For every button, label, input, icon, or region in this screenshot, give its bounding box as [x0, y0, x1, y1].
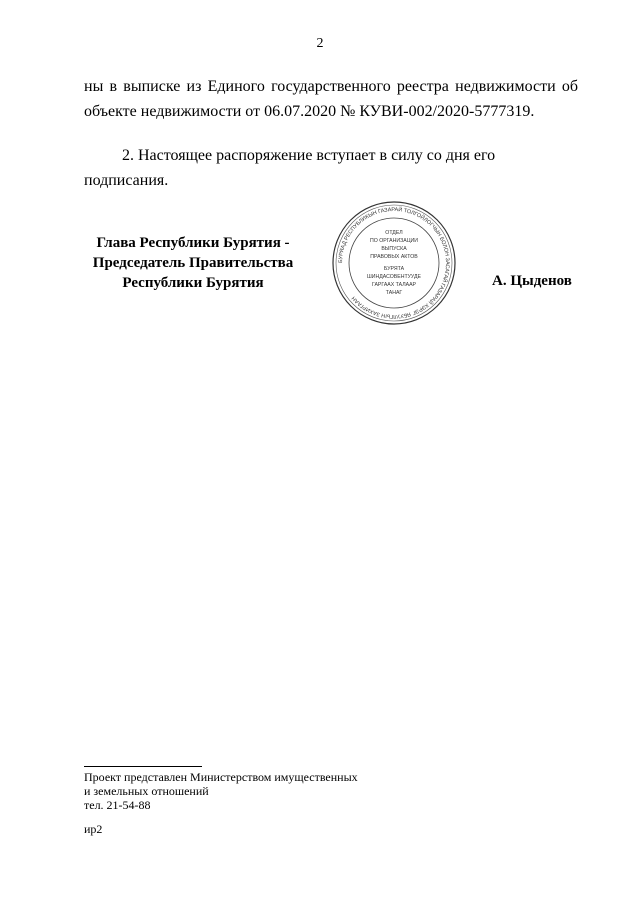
footnote [84, 770, 358, 812]
paragraph-1-line-1: ны в выписке из Единого государственного реестра недвижимости об [84, 78, 578, 95]
signer-title [82, 233, 304, 293]
seal-center-line: ПО ОРГАНИЗАЦИИ [370, 238, 418, 244]
paragraph-1-line-2: объекте недвижимости от 06.07.2020 № КУВИ-002/2020-5777319. [84, 103, 535, 120]
seal-center-line: ШИНДАСОВЕНТУУДЕ [367, 274, 421, 280]
seal-center-line: ГАРГААХ ТАЛААР [371, 282, 417, 288]
page-number: 2 [316, 36, 324, 51]
seal-center-line: БУРЯТА [383, 266, 405, 272]
footnote-divider [84, 766, 202, 767]
seal-center-line: ВЫПУСКА [381, 246, 407, 252]
seal-center-line: ТАНАГ [385, 290, 403, 296]
seal-ring-text [338, 205, 450, 319]
signer-title-line: Председатель Правительства [92, 255, 294, 271]
signer-title-line: Глава Республики Бурятия - [96, 235, 290, 251]
footnote-line: и земельных отношений [84, 784, 209, 798]
footnote-line: Проект представлен Министерством имущественных [84, 770, 358, 784]
official-seal [331, 200, 457, 326]
seal-center-line: ПРАВОВЫХ АКТОВ [370, 254, 418, 260]
seal-center-line: ОТДЕЛ [385, 230, 403, 236]
paragraph-2: 2. Настоящее распоряжение вступает в силу со дня его подписания. [84, 147, 496, 189]
signer-name: А. Цыденов [492, 273, 572, 289]
seal-ring-textpath: БУРЯАД РЕСПУБЛИКЫН ГАЗАРАЙ ТОЛГОЙЛОГЧЫН БОЛОН ЗАСАГАЙ ГАЗАРАЙ ХЭРЭГ ЯБУУЛГЫН ЗАХИРГААН [337, 206, 451, 320]
signer-title-line: Республики Бурятия [122, 275, 264, 291]
doc-code: ир2 [84, 822, 103, 836]
footnote-line: тел. 21-54-88 [84, 798, 151, 812]
